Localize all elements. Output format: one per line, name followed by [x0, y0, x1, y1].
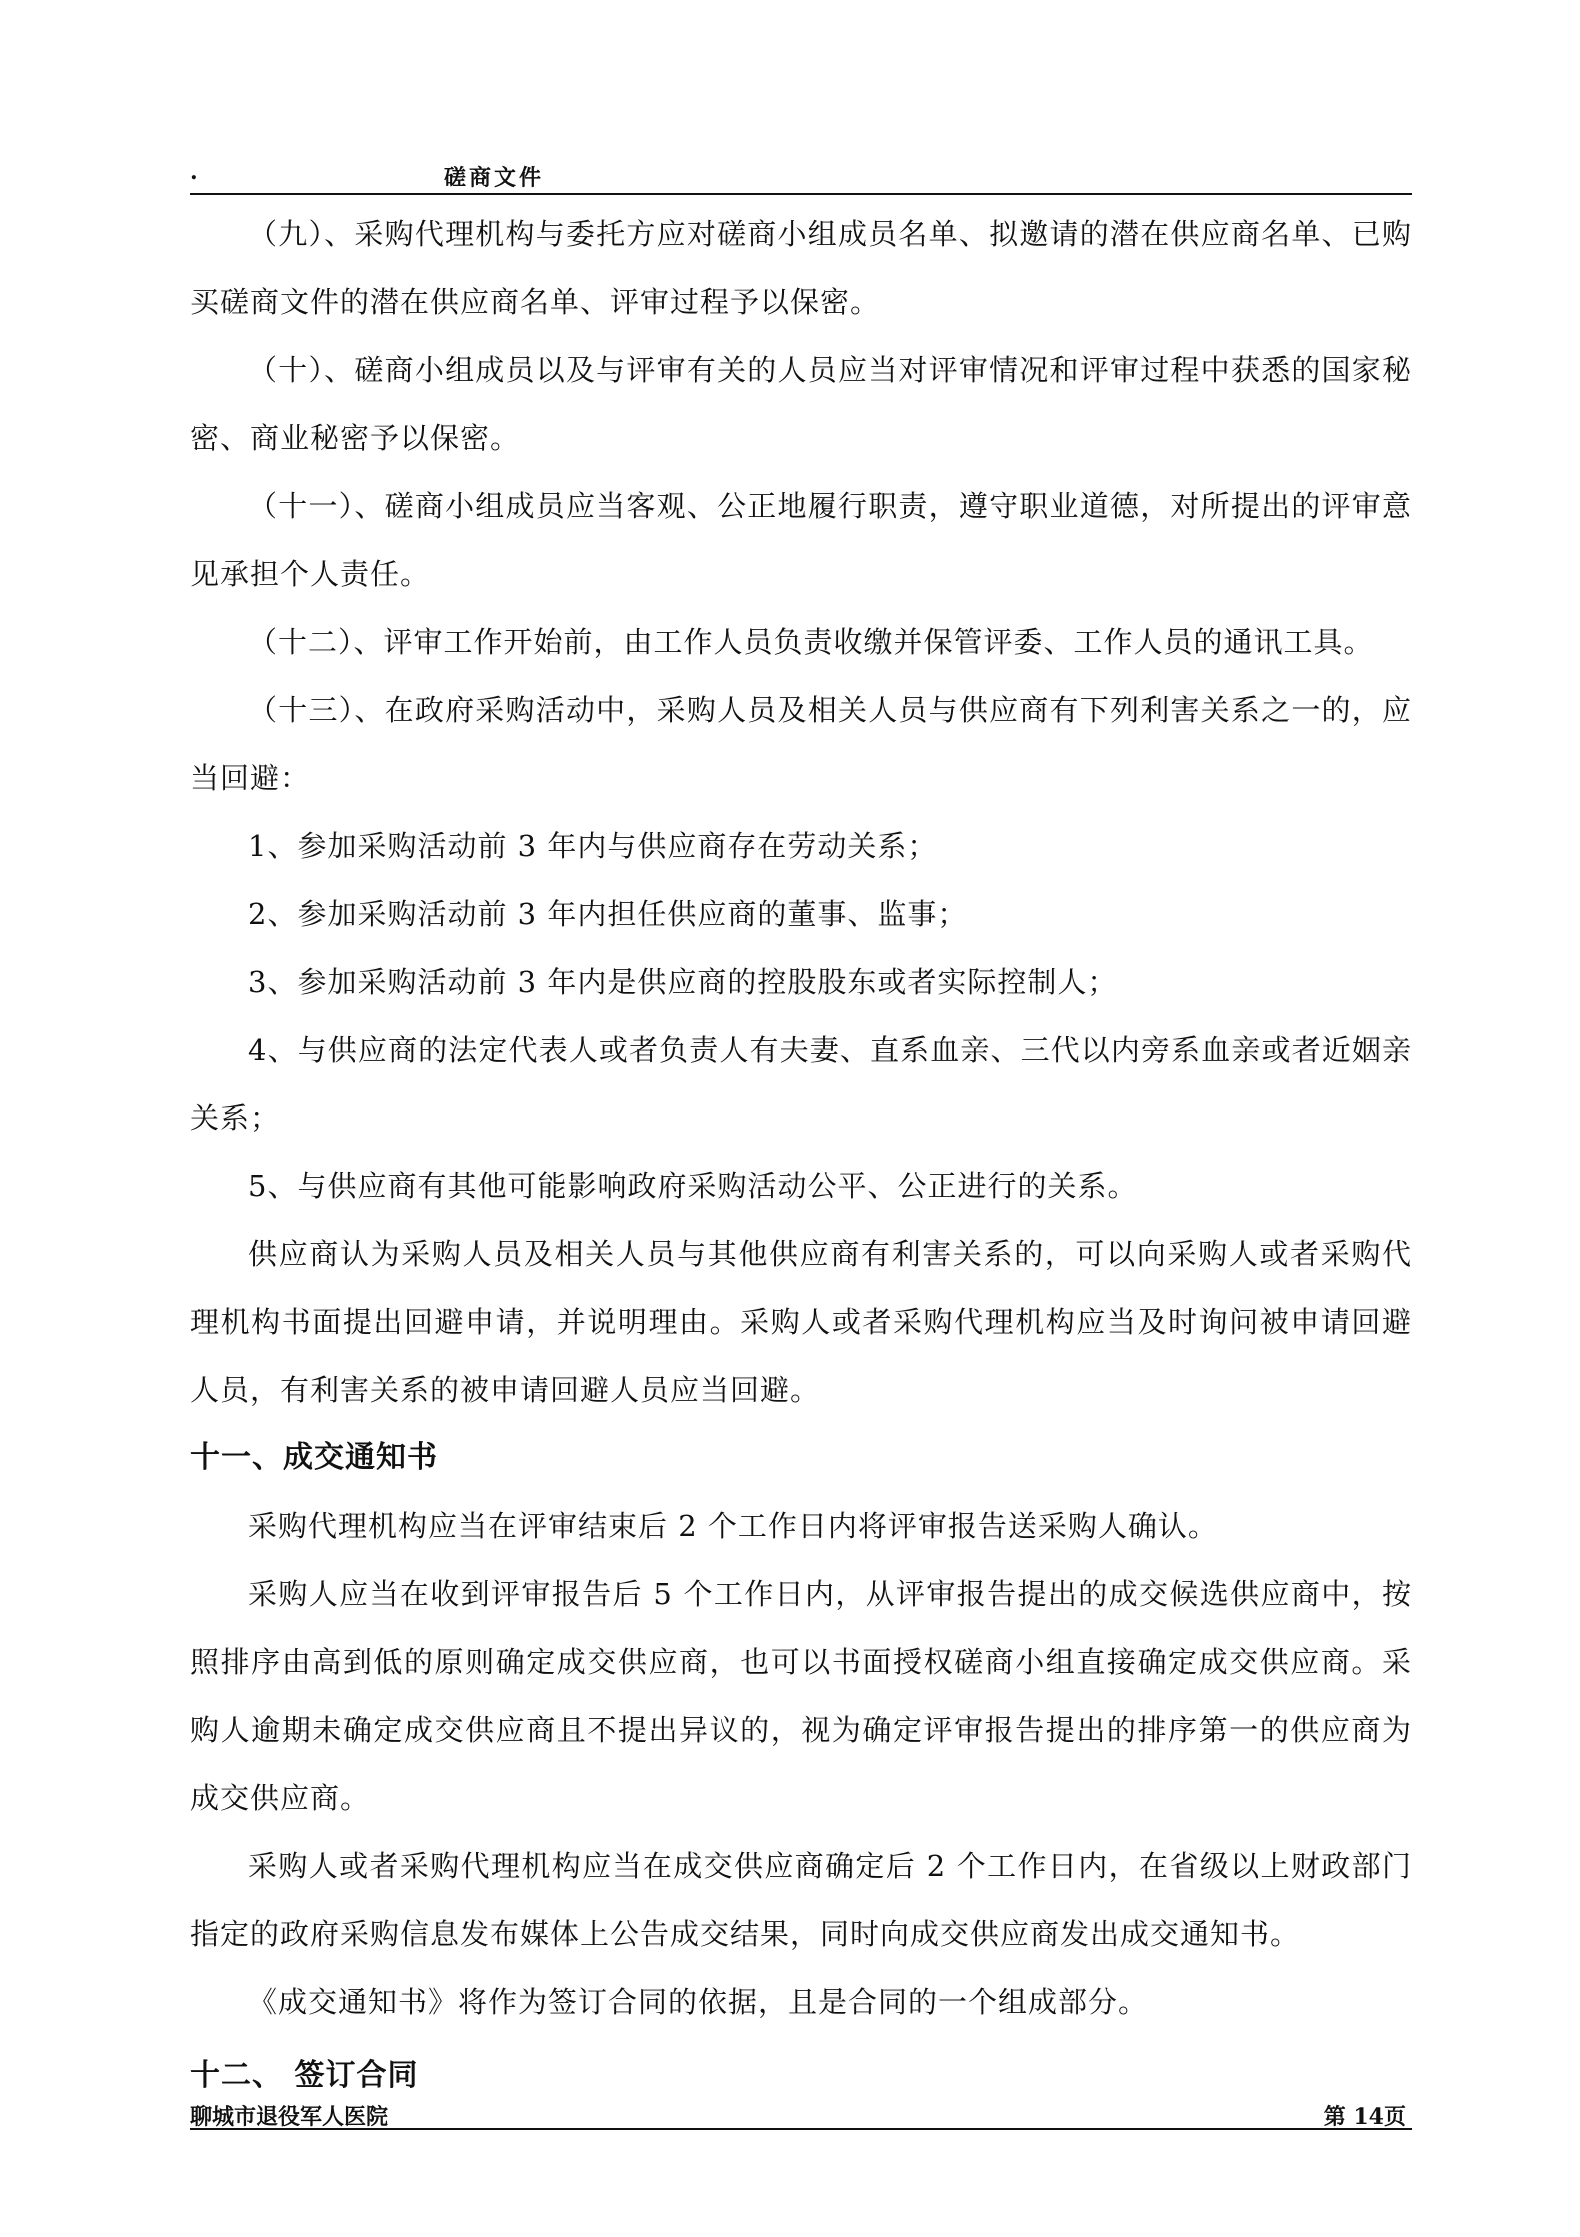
- header-title: 磋商文件: [444, 165, 545, 191]
- header-mark: .: [190, 159, 198, 185]
- list-item: 1、参加采购活动前 3 年内与供应商存在劳动关系；: [248, 829, 938, 863]
- paragraph: 供应商认为采购人员及相关人员与其他供应商有利害关系的，可以向采购人或者采购代理机构书面提出回避申请，并说明理由。采购人或者采购代理机构应当及时询问被申请回避人员，有利害关系的被申请回避人员应当回避。: [190, 1237, 1412, 1407]
- section-heading-11: 十一、成交通知书: [190, 1440, 438, 1475]
- page-footer: [190, 2100, 1412, 2130]
- list-item: 5、与供应商有其他可能影响政府采购活动公平、公正进行的关系。: [248, 1169, 1138, 1203]
- paragraph: （十一）、磋商小组成员应当客观、公正地履行职责，遵守职业道德，对所提出的评审意见承担个人责任。: [190, 489, 1412, 591]
- paragraph: （十三）、在政府采购活动中，采购人员及相关人员与供应商有下列利害关系之一的，应当回避：: [190, 693, 1412, 795]
- list-item: 3、参加采购活动前 3 年内是供应商的控股股东或者实际控制人；: [248, 965, 1118, 999]
- paragraph: 采购人或者采购代理机构应当在成交供应商确定后 2 个工作日内，在省级以上财政部门指定的政府采购信息发布媒体上公告成交结果，同时向成交供应商发出成交通知书。: [190, 1849, 1412, 1951]
- footer-organization: 聊城市退役军人医院: [190, 2104, 389, 2130]
- list-item: 4、与供应商的法定代表人或者负责人有夫妻、直系血亲、三代以内旁系血亲或者近姻亲关系；: [190, 1033, 1412, 1135]
- page-header: [190, 155, 1412, 195]
- paragraph: （十二）、评审工作开始前，由工作人员负责收缴并保管评委、工作人员的通讯工具。: [248, 625, 1374, 659]
- paragraph: 采购人应当在收到评审报告后 5 个工作日内，从评审报告提出的成交候选供应商中，按照排序由高到低的原则确定成交供应商，也可以书面授权磋商小组直接确定成交供应商。采购人逾期未确定成交供应商且不提出异议的，视为确定评审报告提出的排序第一的供应商为成交供应商。: [190, 1577, 1412, 1815]
- paragraph: （九）、采购代理机构与委托方应对磋商小组成员名单、拟邀请的潜在供应商名单、已购买磋商文件的潜在供应商名单、评审过程予以保密。: [190, 217, 1412, 319]
- paragraph: 《成交通知书》将作为签订合同的依据，且是合同的一个组成部分。: [248, 1985, 1149, 2019]
- page-number: 第 14页: [1323, 2104, 1406, 2130]
- document-body: [190, 200, 1412, 2110]
- section-heading-12: 十二、 签订合同: [190, 2058, 419, 2093]
- paragraph: 采购代理机构应当在评审结束后 2 个工作日内将评审报告送采购人确认。: [248, 1509, 1218, 1543]
- paragraph: （十）、磋商小组成员以及与评审有关的人员应当对评审情况和评审过程中获悉的国家秘密、商业秘密予以保密。: [190, 353, 1412, 455]
- list-item: 2、参加采购活动前 3 年内担任供应商的董事、监事；: [248, 897, 968, 931]
